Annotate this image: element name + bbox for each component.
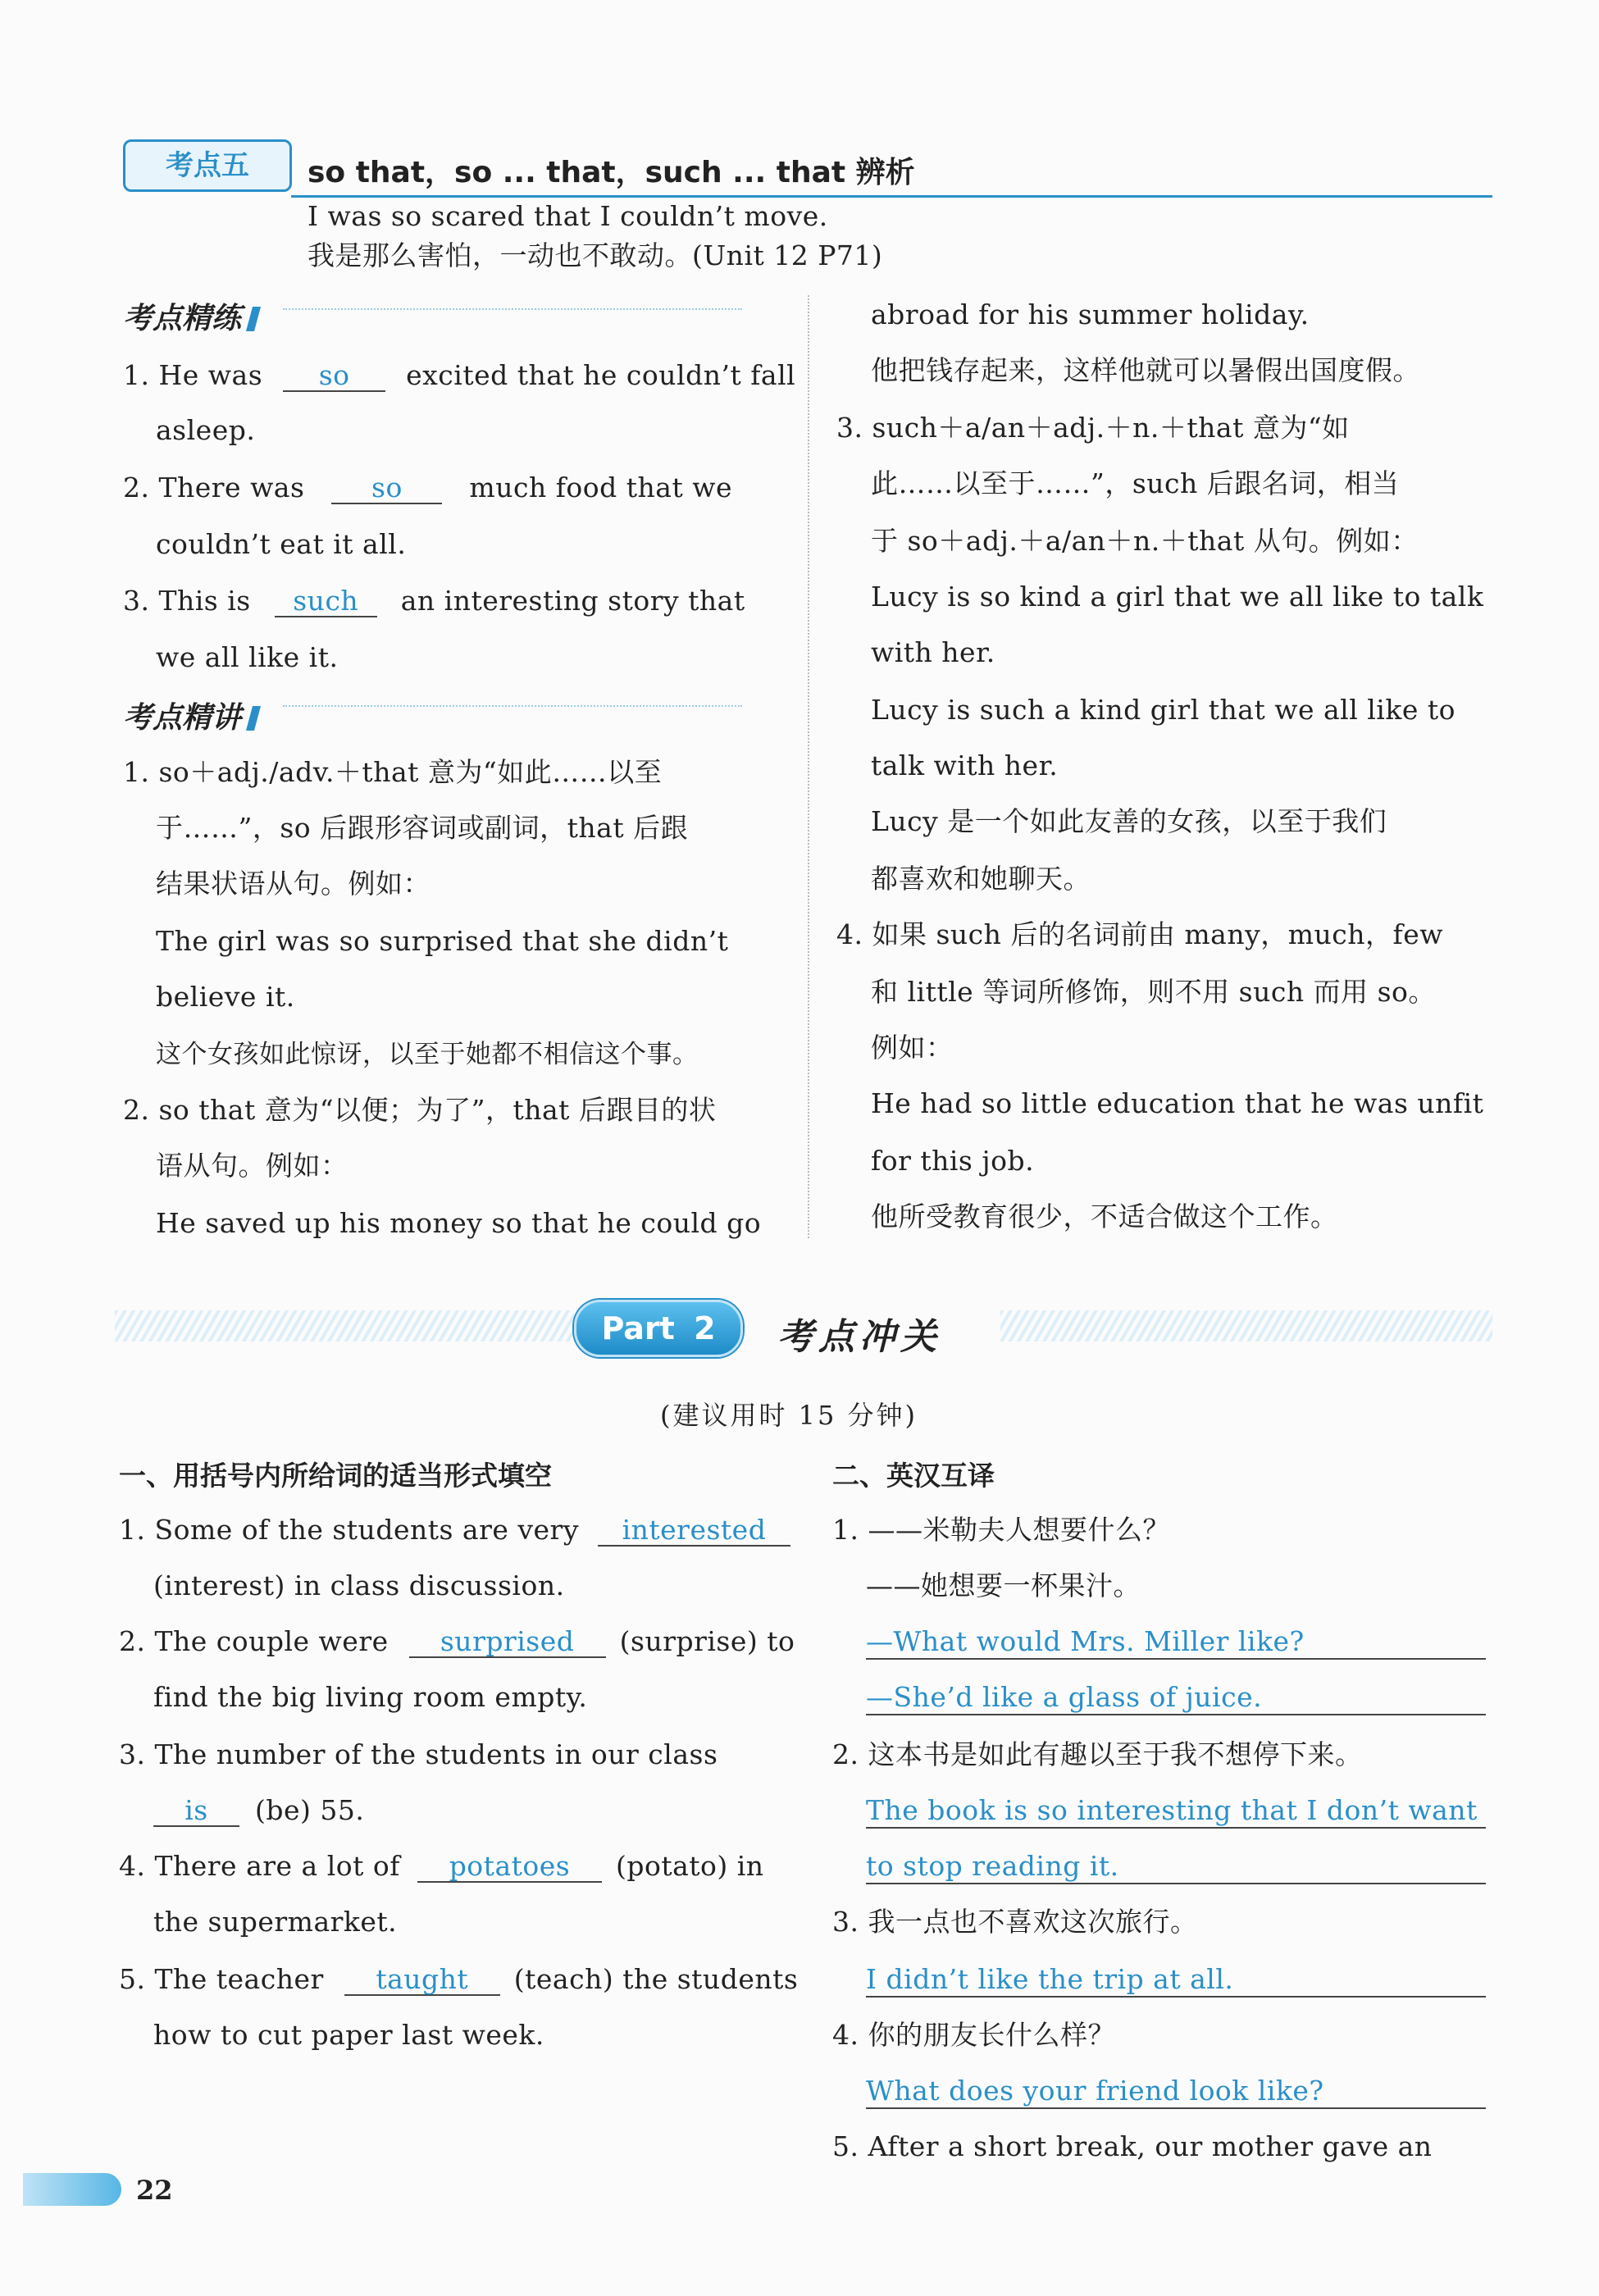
fill-item-4-cont: the supermarket. [153, 1906, 398, 1938]
practice-item-1: 1. He was so excited that he couldn’t fall [123, 359, 796, 391]
lecture-right-11: 都喜欢和她聊天。 [871, 863, 1091, 895]
section2-heading: 二、英汉互译 [832, 1460, 995, 1492]
fill-item-3: 3. The number of the students in our class [119, 1738, 718, 1770]
header-example-zh: 我是那么害怕，一动也不敢动。(Unit 12 P71) [308, 239, 883, 271]
practice-item-2-cont: couldn’t eat it all. [156, 528, 407, 560]
practice-heading: 考点精练 [123, 295, 257, 337]
fill-item-5: 5. The teacher taught (teach) the students [119, 1963, 799, 1995]
part2-badge-word: Part [601, 1310, 675, 1346]
lecture-right-13: 和 little 等词所修饰，则不用 such 而用 so。 [871, 976, 1436, 1008]
practice-rule [283, 308, 742, 310]
lecture-left-8: 语从句。例如： [156, 1150, 348, 1182]
part2-badge-number: 2 [694, 1310, 716, 1346]
translate-item-2-q: 2. 这本书是如此有趣以至于我不想停下来。 [832, 1738, 1363, 1770]
lecture-right-15: He had so little education that he was unfit [871, 1087, 1484, 1119]
translate-item-1-q1: 1. ——米勒夫人想要什么？ [832, 1514, 1170, 1546]
fill-item-2-cont: find the big living room empty. [153, 1681, 588, 1713]
footer-bar [23, 2173, 121, 2206]
translate-item-5-q: 5. After a short break, our mother gave an [832, 2130, 1433, 2162]
lecture-left-6: 这个女孩如此惊讶，以至于她都不相信这个事。 [156, 1040, 699, 1069]
lecture-right-4: 此……以至于……”，such 后跟名词，相当 [871, 467, 1400, 499]
translate-item-1-q2: ——她想要一杯果汁。 [866, 1569, 1141, 1601]
section1-heading: 一、用括号内所给词的适当形式填空 [119, 1460, 552, 1492]
lecture-right-3: 3. such＋a/an＋adj.＋n.＋that 意为“如 [836, 412, 1350, 444]
header-example-en: I was so scared that I couldn’t move. [308, 200, 828, 232]
lecture-heading: 考点精讲 [123, 695, 257, 736]
answer-blank[interactable]: so [331, 473, 442, 504]
lecture-left-1: 1. so＋adj./adv.＋that 意为“如此……以至 [123, 756, 663, 788]
answer-blank[interactable]: potatoes [417, 1852, 602, 1883]
translate-item-1-a1[interactable]: —What would Mrs. Miller like? [866, 1625, 1486, 1660]
translate-item-2-a2[interactable]: to stop reading it. [866, 1850, 1486, 1884]
lecture-right-17: 他所受教育很少，不适合做这个工作。 [871, 1200, 1338, 1232]
fill-item-1-cont: (interest) in class discussion. [153, 1569, 565, 1601]
translate-item-3-a[interactable]: I didn’t like the trip at all. [866, 1963, 1486, 1998]
header-underline [291, 195, 1492, 198]
fill-item-2: 2. The couple were surprised (surprise) to [119, 1625, 795, 1657]
answer-blank[interactable]: such [275, 586, 377, 617]
answer-blank[interactable]: so [283, 361, 385, 392]
part2-stripe-right [1000, 1310, 1492, 1342]
translate-item-4-q: 4. 你的朋友长什么样？ [832, 2019, 1115, 2051]
lecture-left-4: The girl was so surprised that she didn’t [156, 925, 729, 957]
lecture-right-16: for this job. [871, 1145, 1035, 1177]
part2-badge [574, 1300, 743, 1357]
part2-title: 考点冲关 [777, 1316, 941, 1358]
translate-item-4-a[interactable]: What does your friend look like? [866, 2075, 1486, 2109]
lecture-right-8: Lucy is such a kind girl that we all like to [871, 694, 1456, 726]
practice-item-3: 3. This is such an interesting story that [123, 585, 745, 617]
translate-item-3-q: 3. 我一点也不喜欢这次旅行。 [832, 1906, 1198, 1938]
translate-item-2-a1[interactable]: The book is so interesting that I don’t want [866, 1794, 1486, 1829]
page-number: 22 [136, 2175, 173, 2206]
fill-item-4: 4. There are a lot of potatoes (potato) in [119, 1850, 764, 1882]
heading-bar-icon [246, 307, 261, 331]
translate-item-1-a2[interactable]: —She’d like a glass of juice. [866, 1681, 1486, 1715]
part2-time: (建议用时 15 分钟) [660, 1400, 918, 1431]
lecture-right-2: 他把钱存起来，这样他就可以暑假出国度假。 [871, 354, 1420, 386]
answer-blank[interactable]: surprised [409, 1627, 606, 1658]
lecture-left-7: 2. so that 意为“以便；为了”，that 后跟目的状 [123, 1094, 717, 1126]
lecture-right-7: with her. [871, 636, 995, 668]
practice-item-3-cont: we all like it. [156, 641, 339, 673]
column-divider [808, 295, 809, 1238]
heading-bar-icon [246, 706, 261, 731]
lecture-right-10: Lucy 是一个如此友善的女孩，以至于我们 [871, 805, 1387, 837]
practice-item-1-cont: asleep. [156, 414, 256, 446]
lecture-left-3: 结果状语从句。例如： [156, 868, 430, 900]
lecture-right-6: Lucy is so kind a girl that we all like to talk [871, 581, 1484, 613]
lecture-rule [283, 705, 742, 707]
topic-badge [123, 139, 292, 192]
lecture-right-12: 4. 如果 such 后的名词前由 many，much，few [836, 918, 1444, 950]
part2-stripe-left [115, 1310, 574, 1342]
fill-item-1: 1. Some of the students are very interested [119, 1514, 790, 1547]
lecture-right-5: 于 so＋adj.＋a/an＋n.＋that 从句。例如： [871, 525, 1419, 557]
lecture-right-9: talk with her. [871, 749, 1059, 781]
answer-blank[interactable]: is [153, 1796, 239, 1827]
lecture-right-1: abroad for his summer holiday. [871, 298, 1310, 330]
answer-blank[interactable]: taught [344, 1965, 500, 1996]
lecture-left-2: 于……”，so 后跟形容词或副词，that 后跟 [156, 812, 689, 844]
lecture-left-5: believe it. [156, 981, 295, 1013]
header-title: so that，so ... that，such ... that 辨析 [308, 156, 915, 189]
lecture-left-9: He saved up his money so that he could go [156, 1207, 762, 1239]
lecture-right-14: 例如： [871, 1032, 954, 1064]
topic-badge-label: 考点五 [166, 149, 249, 182]
fill-item-5-cont: how to cut paper last week. [153, 2019, 544, 2051]
fill-item-3-cont: is (be) 55. [153, 1794, 364, 1827]
answer-blank[interactable]: interested [598, 1515, 790, 1547]
practice-item-2: 2. There was so much food that we [123, 472, 732, 503]
